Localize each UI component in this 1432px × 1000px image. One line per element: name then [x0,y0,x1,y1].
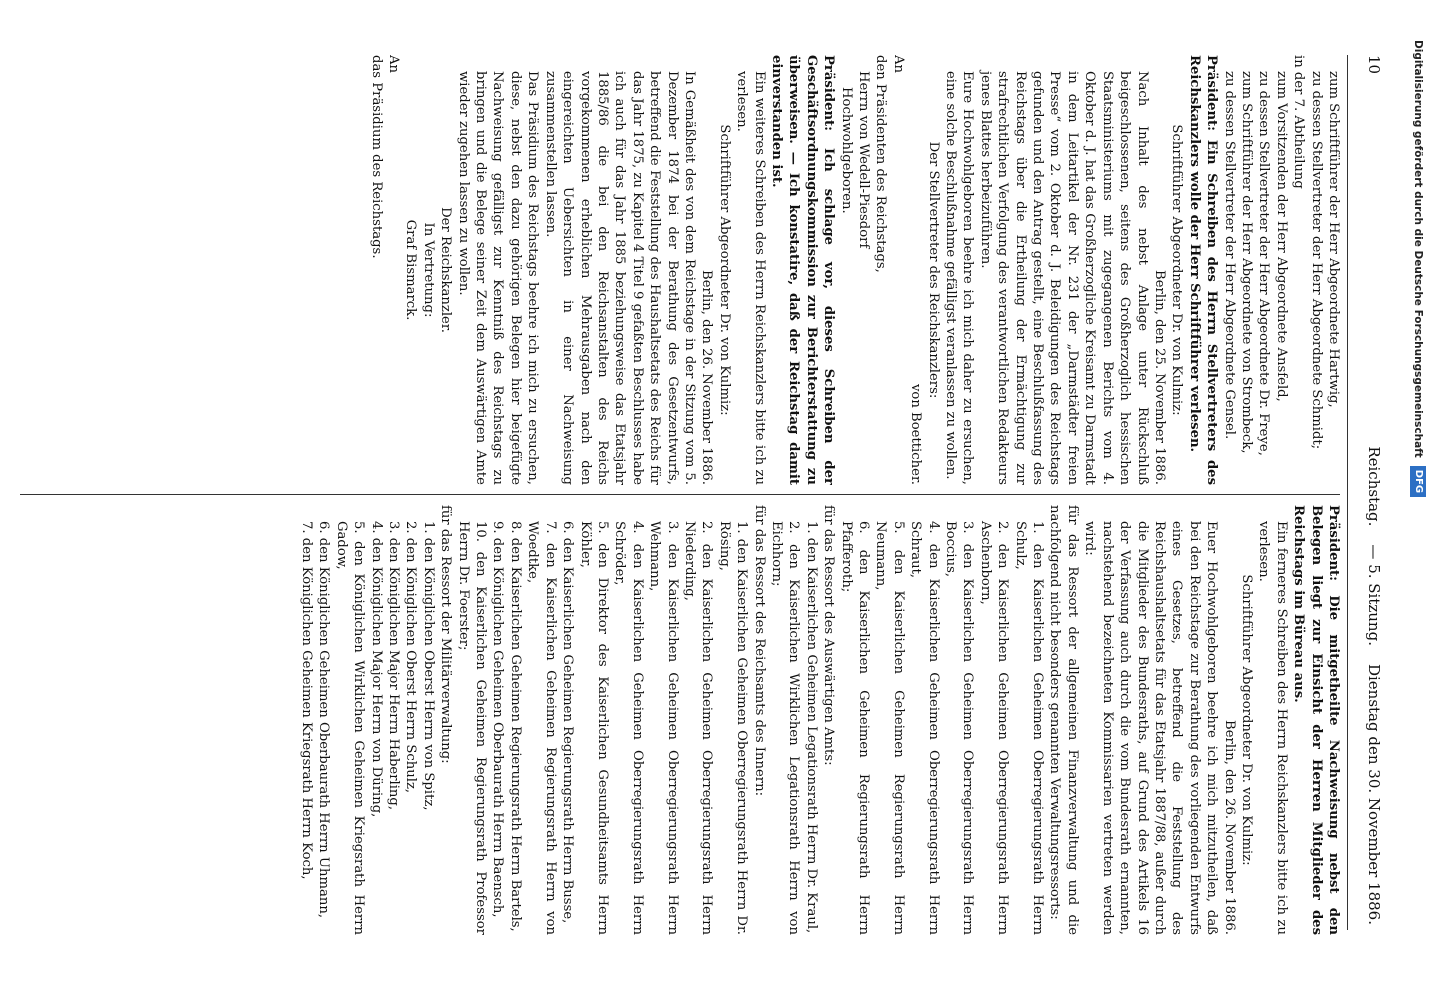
paragraph: 8. den Kaiserlichen Geheimen Regierungsrath Herrn Bartels, [507,521,523,932]
paragraph: 1. den Kaiserlichen Geheimen Oberregierungsrath Herrn Dr. Rösing, [716,521,750,935]
paragraph: für das Ressort der Militärverwaltung: [438,505,454,764]
left-column [12,55,1342,485]
paragraph: 9. den Königlichen Geheimen Oberbaurath Herrn Baensch, [490,521,506,918]
credit-text: Digitalisierung gefördert durch die Deutsche Forschungsgemeinschaft [1412,40,1424,458]
dfg-logo: DFG [1410,466,1426,497]
header-rule [1347,55,1348,930]
paragraph: In Gemäßheit des von dem Reichstage in der Sitzung vom 5. Dezember 1874 bei der Berathung des Gesetzentwurfs, betreffend die Feststellung des Haushaltsetats des Reichs für das Jahr 1875, zu Kapitel 4 Titel 9 gefaßten Beschlusses habe ich auch für das Jahr 1885 beziehungsweise das Etatsjahr 1885/86 die bei den Reichsanstalten des Reichs vorgekommenen erheblichen Mehrausgaben nach den eingereichten Uebersichten in einer Nachweisung zusammenstellen lassen. [542,71,697,485]
paragraph: Schriftführer Abgeordneter Dr. von Kulmiz: [1169,124,1185,416]
paragraph: Berlin, den 26. November 1886. [699,270,715,485]
paragraph: Berlin, den 26. November 1886. [1221,720,1237,935]
paragraph: 10. den Kaiserlichen Geheimen Regierungsrath Professor Herrn Dr. Foerster; [455,521,489,935]
paragraph: 6. den Kaiserlichen Geheimen Regierungsrath Herrn Busse, [560,521,576,924]
paragraph: 3. den Königlichen Major Herrn Haberling, [386,521,402,811]
paragraph: 7. den Königlichen Geheimen Kriegsrath Herrn Koch, [299,521,315,880]
paragraph: zum Schriftführer der Herr Abgeordnete Hartwig, [1326,71,1341,408]
right-column [12,505,1342,935]
paragraph: Der Stellvertreter des Reichskanzlers: [925,141,941,399]
paragraph: An [386,55,402,74]
paragraph: 1. den Kaiserlichen Geheimen Oberregierungsrath Herrn Schulz, [1012,521,1046,935]
paragraph: Präsident: Die mitgetheilte Nachweisung nebst den Belegen liegt zur Einsicht der Herren Mitglieder des Reichstags im Büreau aus. [1291,505,1341,935]
paragraph: 1. den Kaiserlichen Geheimen Legationsrath Herrn Dr. Kraul, [803,521,819,934]
paragraph: Präsident: Ein Schreiben des Herrn Stellvertreters des Reichskanzlers wolle der Herr Schriftführer verlesen. [1186,55,1220,485]
paragraph: 5. den Direktor des Kaiserlichen Gesundheitsamts Herrn Köhler, [577,521,610,935]
paragraph: Das Präsidium des Reichstags beehre ich mich zu ersuchen, diese, nebst den dazu gehörigen Belegen hier beigefügte Nachweisung gefälligst zur Kenntniß des Reichstags zu bringen und die Belege seiner Zeit dem Auswärtigen Amte wieder zugehen lassen zu wollen. [455,71,541,485]
paragraph: Graf Bismarck. [403,219,419,321]
paragraph: den Präsidenten des Reichstags, [873,55,889,273]
paragraph: für das Ressort des Auswärtigen Amts: [821,505,837,766]
paragraph: 2. den Kaiserlichen Geheimen Oberregierungsrath Herrn Aschenborn, [977,521,1011,935]
paragraph: für das Ressort der allgemeinen Finanzverwaltung und die nachfolgend nicht besonders genannten Verwaltungsressorts: [1047,505,1080,935]
paragraph: das Präsidium des Reichstags. [368,55,384,259]
paragraph: Der Reichskanzler. [438,207,454,333]
paragraph: 7. den Kaiserlichen Geheimen Regierungsrath Herrn von Woedtke, [525,521,558,935]
paragraph: Schriftführer Abgeordneter Dr. von Kulmiz: [1238,574,1254,866]
paragraph: zu dessen Stellvertreter der Herr Abgeordnete Dr. Freye, [1256,71,1272,456]
paragraph: Euer Hochwohlgeboren beehre ich mich mitzutheilen, daß bei den Reichstage zur Berathung des vorliegenden Entwurfs eines Gesetzes, betreffend die Feststellung des Reichshaushaltsetats für das Etatsjahr 1887/88, außer durch die Mitglieder des Bundesraths, auf Grund des Artikels 16 der Verfassung auch durch die vom Bundesrath ernannten, nachstehend bezeichneten Kommissarien vertreten werden wird: [1082,521,1220,935]
paragraph: 4. den Königlichen Major Herrn von Düring, [368,521,384,818]
paragraph: 3. den Kaiserlichen Geheimen Oberregierungsrath Herrn Boccius, [943,521,976,935]
session-label: — 5. Sitzung. [1365,544,1383,646]
paragraph: 3. den Kaiserlichen Geheimen Oberregierungsrath Herrn Wehmann, [647,521,680,935]
paragraph: für das Ressort des Reichsamts des Innern: [751,505,767,797]
page-number: 10 [1365,55,1383,75]
publication-name: Reichstag. [1365,446,1383,527]
session-date: Dienstag den 30. November 1886. [1365,663,1383,925]
paragraph: Ein weiteres Schreiben des Herrn Reichskanzlers bitte ich zu verlesen. [734,71,767,485]
paragraph: Hochwohlgeboren. [838,87,854,214]
paragraph: 6. den Königlichen Geheimen Oberbaurath Herrn Uhmann, [316,521,332,919]
paragraph: Präsident: Ich schlage vor, dieses Schreiben der Geschäftsordnungskommission zur Berichterstattung zu überweisen. — Ich konstatire, daß der Reichstag damit einverstanden ist. [769,55,837,485]
paragraph: An [890,55,906,74]
paragraph: zum Vorsitzenden der Herr Abgeordnete Ansfeld, [1273,71,1289,402]
paragraph: 1. den Königlichen Oberst Herrn von Spitz, [420,521,436,811]
paragraph: Herrn von Wedell-Piesdorf [856,71,872,249]
paragraph: 2. den Kaiserlichen Geheimen Oberregierungsrath Herrn Niederding, [681,521,715,935]
paragraph: Berlin, den 25. November 1886. [1151,270,1167,485]
paragraph: von Boetticher. [908,383,924,485]
paragraph: 5. den Königlichen Wirklichen Geheimen Kriegsrath Herrn Gadow, [333,521,367,935]
paragraph: Ein ferneres Schreiben des Herrn Reichskanzlers bitte ich zu verlesen. [1256,521,1289,935]
paragraph: zu dessen Stellvertreter der Herr Abgeordnete Schmidt; [1308,71,1324,450]
paragraph: 6. den Kaiserlichen Geheimen Regierungsrath Herrn Pfafferoth; [838,521,872,935]
paragraph: 2. den Königlichen Oberst Herrn Schulz, [403,521,419,794]
paragraph: 4. den Kaiserlichen Geheimen Oberregierungsrath Herrn Schröder, [612,521,645,935]
paragraph: zu dessen Stellvertreter der Herr Abgeordnete Gensel. [1221,71,1237,440]
paragraph: In Vertretung: [420,222,436,318]
paragraph: Schriftführer Abgeordneter Dr. von Kulmiz: [716,124,732,416]
paragraph: in der 7. Abtheilung [1291,55,1307,189]
page-header [1354,55,1394,925]
running-title [1365,446,1383,925]
column-divider [20,494,1340,495]
paragraph: zum Schriftführer der Herr Abgeordnete von Strombeck, [1238,71,1254,454]
paragraph: Nach Inhalt des nebst Anlage unter Rückschluß beigeschlossenen, seitens des Großherzoglich hessischen Staatsministeriums mit zugegangenen Berichts vom 4. Oktober d. J. hat das Großherzogliche Kreisamt zu Darmstadt in dem Leitartikel der Nr. 231 der „Darmstädter freien Presse“ vom 2. Oktober d. J. Beleidigungen des Reichstags gefunden und den Antrag gestellt, eine Beschlußfassung des Reichstags über die Ertheilung der Ermächtigung zur strafrechtlichen Verfolgung des verantwortlichen Redakteurs jenes Blattes herbeizuführen. [977,71,1150,485]
paragraph: Eure Hochwohlgeboren beehre ich mich daher zu ersuchen, eine solche Beschlußnahme gefälligst veranlassen zu wollen. [943,71,976,485]
paragraph: 4. den Kaiserlichen Geheimen Oberregierungsrath Herrn Schraut, [908,521,941,935]
paragraph: 2. den Kaiserlichen Wirklichen Legationsrath Herrn von Eichhorn; [769,521,802,935]
paragraph: 5. den Kaiserlichen Geheimen Regierungsrath Herrn Neumann, [873,521,906,935]
digitization-credit [1410,40,1430,1000]
